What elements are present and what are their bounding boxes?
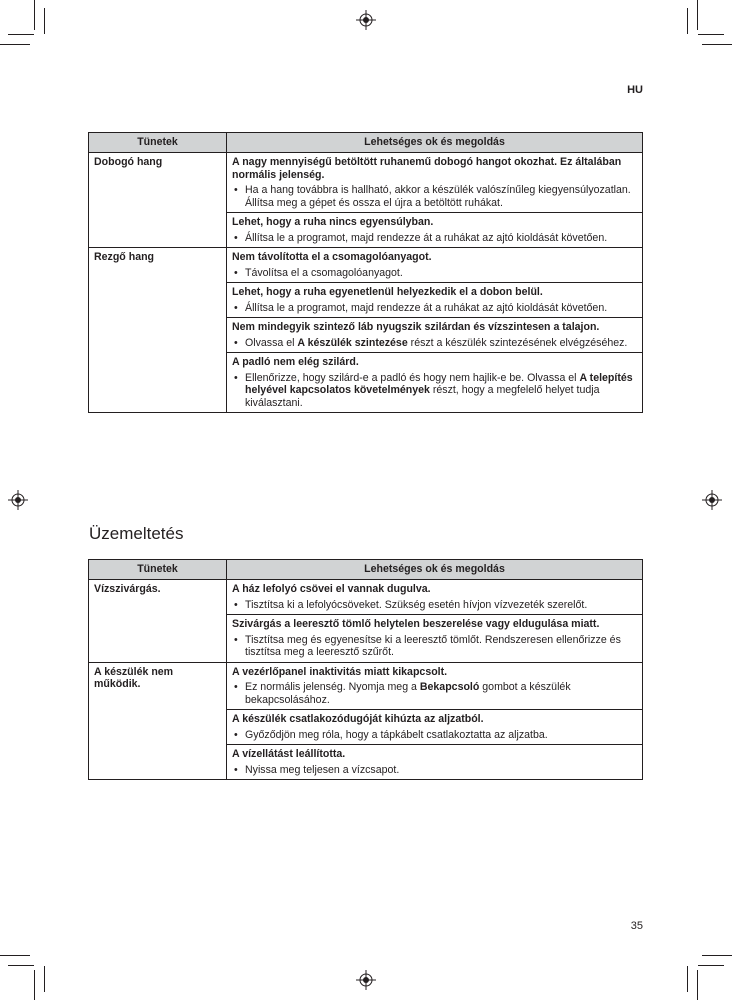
crop-mark: [0, 44, 30, 45]
troubleshooting-table-noise: [88, 132, 643, 413]
cause-block: [227, 317, 642, 352]
solution-bullet: [232, 372, 637, 410]
solution-text: részt a készülék szintezésének elvégzéséhez.: [407, 336, 628, 349]
symptom-cell: Dobogó hang: [89, 153, 227, 248]
bullet-icon: •: [234, 266, 238, 279]
cause-title: Lehet, hogy a ruha egyenetlenül helyezkedik el a dobon belül.: [232, 286, 543, 298]
solution-bullet: [232, 764, 637, 777]
crop-mark: [8, 34, 34, 35]
causes-cell: [227, 580, 643, 663]
cause-title: Lehet, hogy a ruha nincs egyensúlyban.: [232, 216, 434, 228]
cause-block: [227, 212, 642, 247]
table-row: [89, 248, 643, 413]
crop-mark: [34, 0, 35, 30]
cause-block: [227, 580, 642, 614]
cause-block: [227, 614, 642, 662]
cause-title: Szivárgás a leeresztő tömlő helytelen beszerelése vagy eldugulása miatt.: [232, 618, 600, 630]
solution-text: Ellenőrizze, hogy szilárd-e a padló és hogy nem hajlik-e be. Olvassa el: [245, 371, 580, 384]
cause-title: A vízellátást leállította.: [232, 748, 346, 760]
reference-section-name: A telepítés helyével kapcsolatos követelmények: [245, 371, 633, 396]
column-header-causes: Lehetséges ok és megoldás: [227, 560, 643, 580]
registration-mark-icon: [356, 970, 376, 990]
solution-text: Tisztítsa ki a lefolyócsöveket. Szükség esetén hívjon vízvezeték szerelőt.: [245, 598, 588, 611]
bullet-icon: •: [234, 598, 238, 611]
table-header-row: [89, 560, 643, 580]
solution-bullet: [232, 302, 637, 315]
crop-mark: [44, 8, 45, 34]
cause-title: A vezérlőpanel inaktivitás miatt kikapcsolt.: [232, 665, 448, 678]
registration-mark-icon: [702, 490, 722, 510]
solution-text: Győződjön meg róla, hogy a tápkábelt csatlakoztatta az aljzatba.: [245, 728, 548, 741]
language-code: HU: [627, 84, 643, 96]
crop-mark: [697, 970, 698, 1000]
solution-bullet: [232, 634, 637, 659]
crop-mark: [0, 955, 30, 956]
cause-title: Nem távolította el a csomagolóanyagot.: [232, 251, 432, 263]
solution-text: Tisztítsa meg és egyenesítse ki a leeresztő tömlőt. Rendszeresen ellenőrizze és tisztítsa meg a leeresztő szűrőt.: [245, 633, 621, 658]
cause-title: A készülék csatlakozódugóját kihúzta az aljzatból.: [232, 713, 484, 725]
crop-mark: [702, 44, 732, 45]
cause-block: [227, 282, 642, 317]
cause-block: [227, 352, 642, 412]
causes-cell: [227, 662, 643, 780]
cause-block: [227, 709, 642, 744]
solution-text: részt, hogy a megfelelő helyet tudja kiválasztani.: [245, 384, 600, 409]
crop-mark: [34, 970, 35, 1000]
cause-block: [227, 663, 642, 710]
symptom-cell: A készülék nem működik.: [89, 662, 227, 780]
solution-text: Olvassa el: [245, 336, 298, 349]
table-row: [89, 153, 643, 248]
bullet-icon: •: [234, 681, 238, 693]
column-header-symptoms: Tünetek: [89, 560, 227, 580]
column-header-causes: Lehetséges ok és megoldás: [227, 133, 643, 153]
crop-mark: [698, 965, 724, 966]
bullet-icon: •: [234, 633, 238, 646]
cause-title: A ház lefolyó csövei el vannak dugulva.: [232, 583, 431, 595]
solution-text: gombot a készülék bekapcsolásához.: [245, 681, 571, 706]
bullet-icon: •: [234, 336, 238, 349]
crop-mark: [698, 34, 724, 35]
cause-block: [227, 153, 642, 212]
cause-title: Nem mindegyik szintező láb nyugszik szilárdan és vízszintesen a talajon.: [232, 321, 600, 333]
troubleshooting-table-operation: [88, 559, 643, 780]
solution-bullet: [232, 184, 637, 209]
solution-bullet: [232, 729, 637, 742]
button-name: Bekapcsoló: [419, 681, 480, 693]
bullet-icon: •: [234, 184, 238, 196]
symptom-cell: Rezgő hang: [89, 248, 227, 413]
registration-mark-icon: [356, 10, 376, 30]
cause-title: A nagy mennyiségű betöltött ruhanemű dobogó hangot okozhat. Ez általában normális jelenség.: [232, 156, 622, 181]
registration-mark-icon: [8, 490, 28, 510]
reference-section-name: A készülék szintezése: [297, 336, 408, 349]
table-row: [89, 662, 643, 780]
solution-text: Állítsa le a programot, majd rendezze át a ruhákat az ajtó kioldását követően.: [245, 301, 608, 314]
crop-mark: [8, 965, 34, 966]
page-number: 35: [630, 920, 643, 932]
solution-bullet: [232, 232, 637, 245]
bullet-icon: •: [234, 728, 238, 741]
solution-bullet: [232, 337, 637, 350]
cause-title: A padló nem elég szilárd.: [232, 356, 359, 368]
symptom-cell: Vízszivárgás.: [89, 580, 227, 663]
solution-text: Állítsa le a programot, majd rendezze át a ruhákat az ajtó kioldását követően.: [245, 231, 608, 244]
solution-bullet: [232, 599, 637, 612]
crop-mark: [702, 955, 732, 956]
causes-cell: [227, 248, 643, 413]
solution-bullet: [232, 267, 637, 280]
section-title: Üzemeltetés: [89, 524, 184, 543]
cause-block: [227, 744, 642, 779]
crop-mark: [44, 966, 45, 992]
bullet-icon: •: [234, 371, 238, 384]
bullet-icon: •: [234, 301, 238, 314]
crop-mark: [687, 8, 688, 34]
solution-text: Távolítsa el a csomagolóanyagot.: [245, 266, 403, 279]
bullet-icon: •: [234, 231, 238, 244]
column-header-symptoms: Tünetek: [89, 133, 227, 153]
cause-block: [227, 248, 642, 282]
solution-text: Nyissa meg teljesen a vízcsapot.: [245, 763, 400, 776]
causes-cell: [227, 153, 643, 248]
crop-mark: [687, 966, 688, 992]
solution-bullet: [232, 681, 637, 706]
crop-mark: [697, 0, 698, 30]
solution-text: Ha a hang továbbra is hallható, akkor a készülék valószínűleg kiegyensúlyozatlan. Állítsa meg a gépet és ossza el újra a betöltött ruhákat.: [245, 184, 631, 209]
solution-text: Ez normális jelenség. Nyomja meg a: [245, 681, 420, 693]
table-row: [89, 580, 643, 663]
bullet-icon: •: [234, 763, 238, 776]
table-header-row: [89, 133, 643, 153]
